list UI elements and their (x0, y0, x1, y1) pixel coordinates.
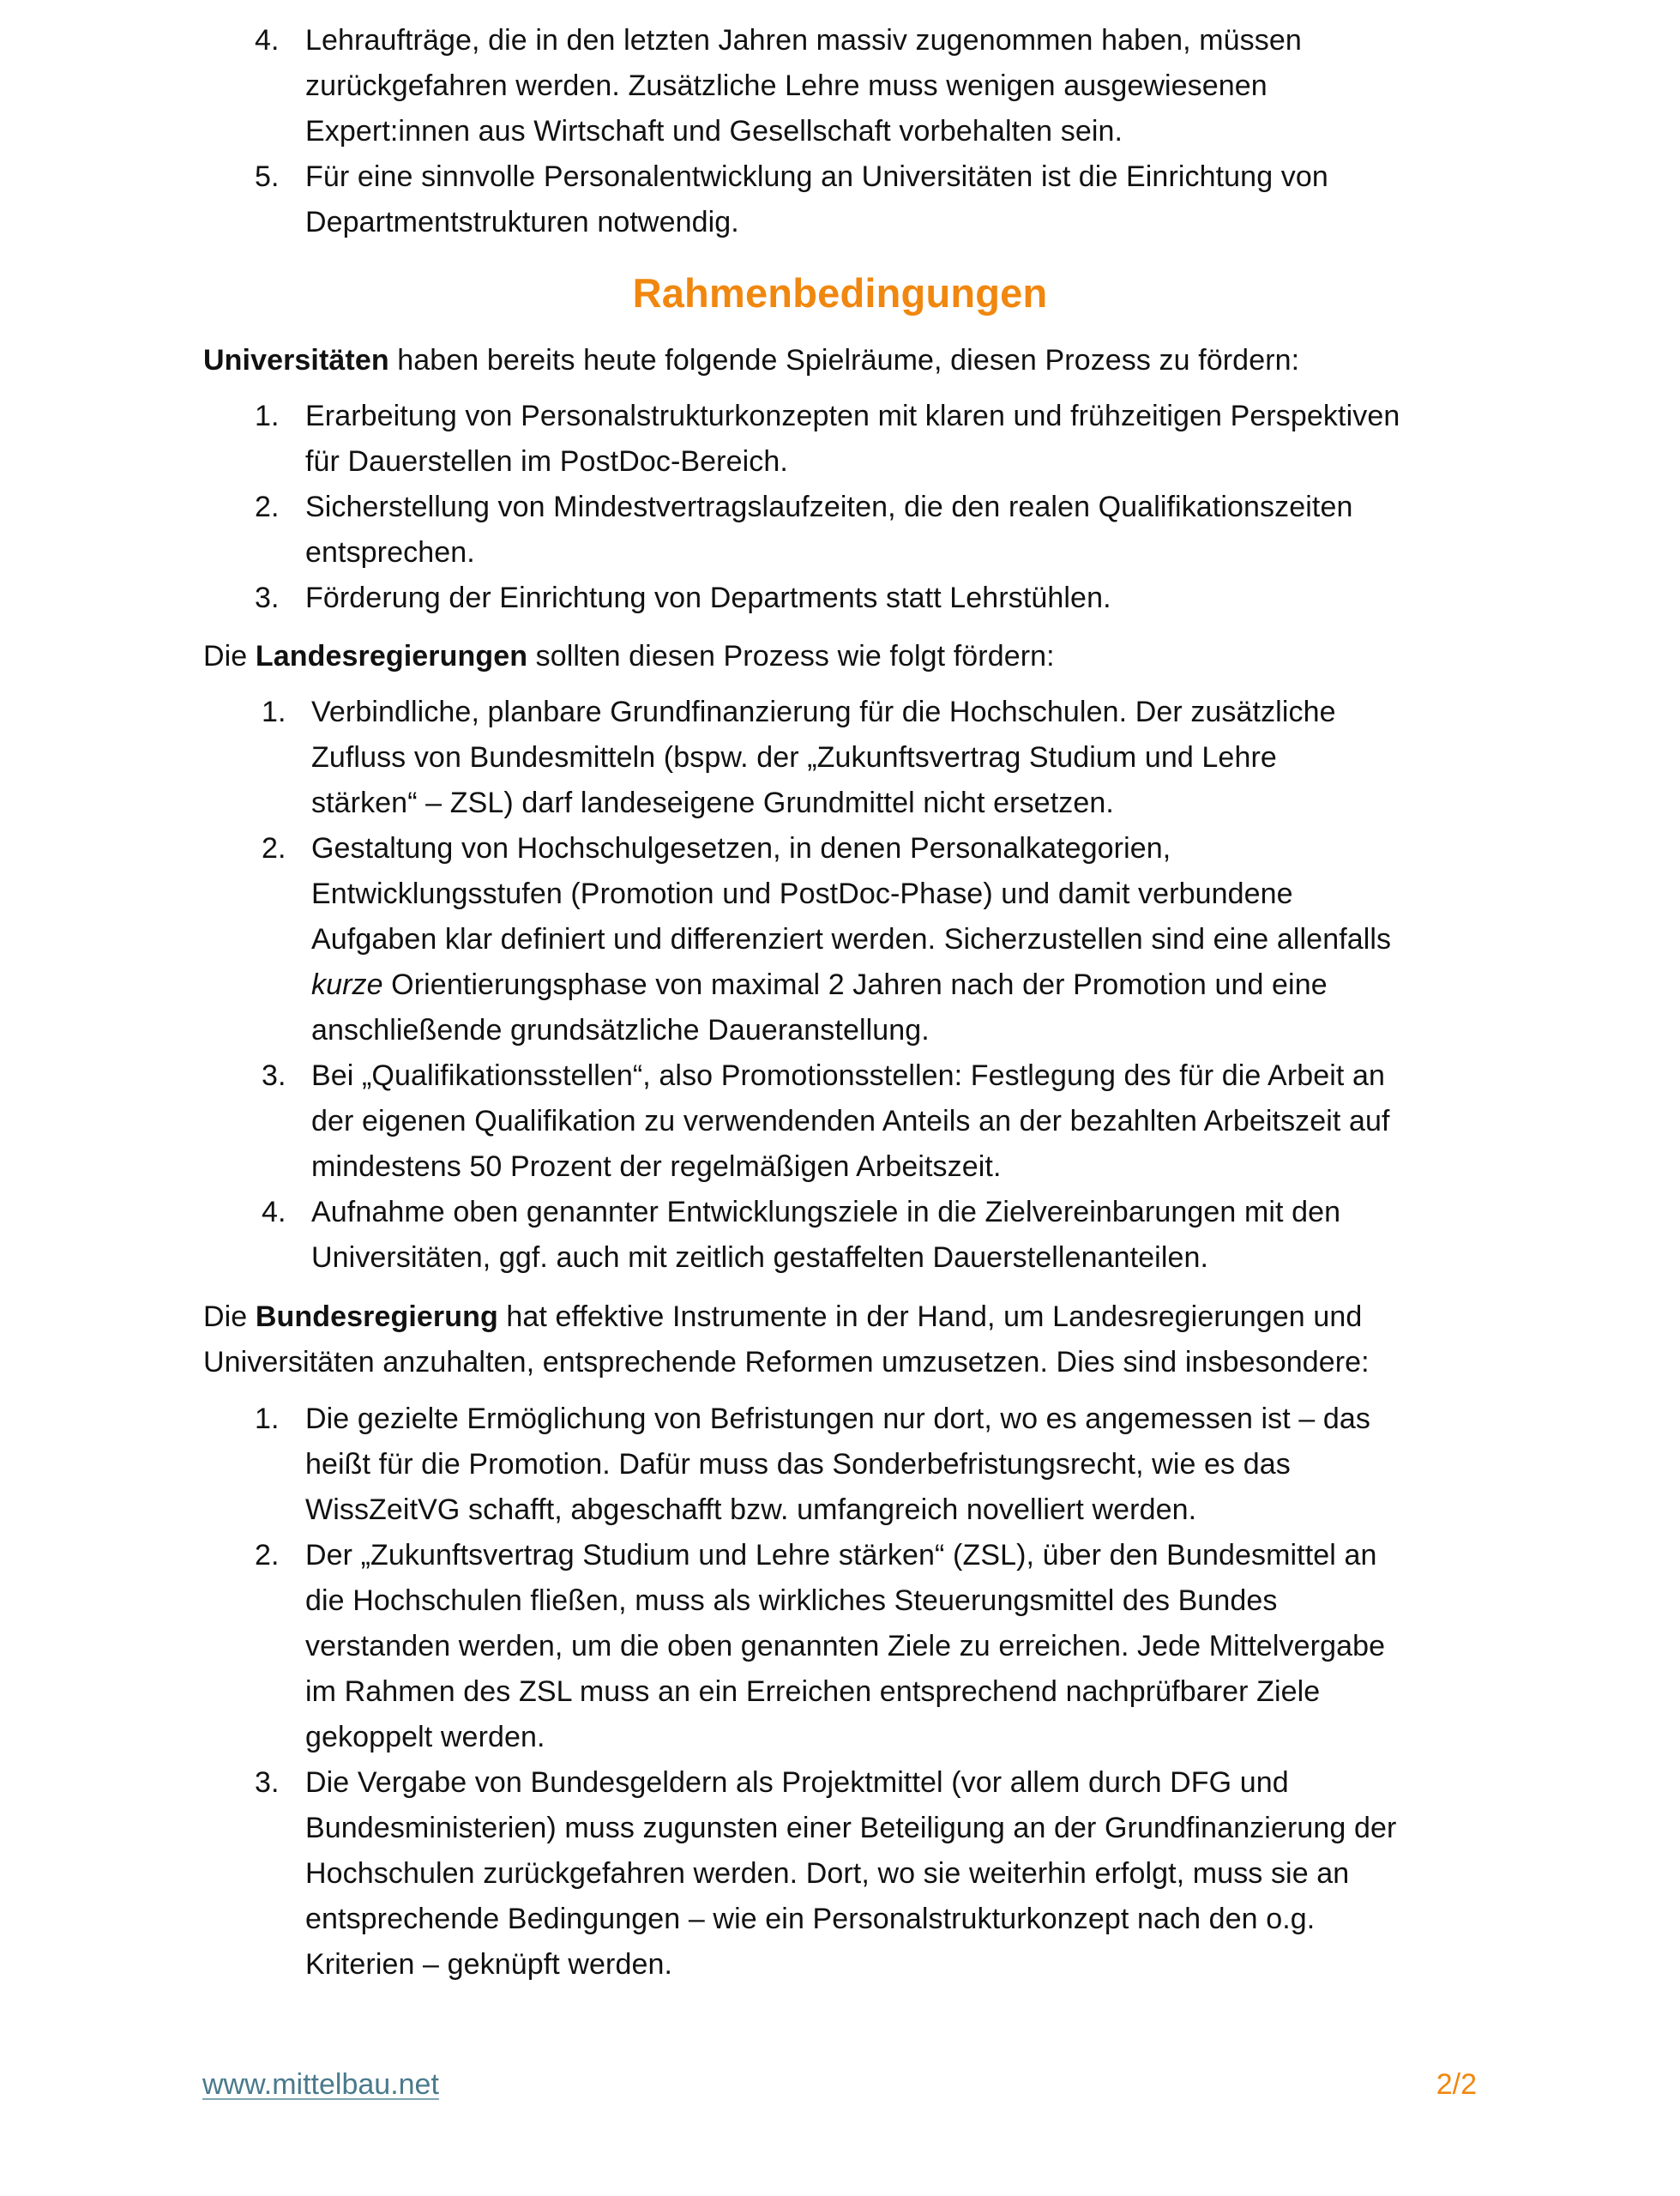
state-governments-bold-term: Landesregierungen (255, 640, 528, 673)
list-item-line: entsprechen. (305, 536, 475, 569)
list-number: 3. (262, 1059, 286, 1092)
list-item-line: anschließende grundsätzliche Daueranstellung. (311, 1014, 930, 1047)
list-item-line: Bundesministerien) muss zugunsten einer Beteiligung an der Grundfinanzierung der (305, 1812, 1397, 1844)
list-item-line: Aufgaben klar definiert und differenziert werden. Sicherzustellen sind eine allenfalls (311, 923, 1392, 956)
state-governments-intro-paragraph (203, 634, 1490, 679)
list-item-line: Expert:innen aus Wirtschaft und Gesellschaft vorbehalten sein. (305, 115, 1123, 148)
list-item (203, 1053, 1490, 1190)
paragraph-text: hat effektive Instrumente in der Hand, um Landesregierungen und (497, 1300, 1363, 1333)
list-item (203, 154, 1490, 245)
list-item-line: Gestaltung von Hochschulgesetzen, in denen Personalkategorien, (311, 832, 1171, 865)
list-item-line: Bei „Qualifikationsstellen“, also Promotionsstellen: Festlegung des für die Arbeit an (311, 1059, 1386, 1092)
list-item-line: Zufluss von Bundesmitteln (bspw. der „Zukunftsvertrag Studium und Lehre (311, 741, 1277, 774)
list-item (203, 1190, 1490, 1281)
federal-government-bold-term: Bundesregierung (255, 1300, 498, 1333)
list-item-line: Die Vergabe von Bundesgeldern als Projektmittel (vor allem durch DFG und (305, 1766, 1289, 1799)
list-number: 3. (255, 1766, 280, 1799)
list-item-line: Entwicklungsstufen (Promotion und PostDoc-Phase) und damit verbundene (311, 878, 1293, 910)
top-numbered-list (203, 18, 1490, 245)
list-item-line: Förderung der Einrichtung von Departments statt Lehrstühlen. (305, 582, 1111, 614)
list-item-line: die Hochschulen fließen, muss als wirkliches Steuerungsmittel des Bundes (305, 1584, 1278, 1617)
list-item-line: verstanden werden, um die oben genannten Ziele zu erreichen. Jede Mittelvergabe (305, 1630, 1386, 1662)
list-item-line: im Rahmen des ZSL muss an ein Erreichen entsprechend nachprüfbarer Ziele (305, 1675, 1321, 1708)
federal-government-list (203, 1397, 1490, 1988)
list-item-line: gekoppelt werden. (305, 1721, 545, 1753)
list-item-line: Kriterien – geknüpft werden. (305, 1948, 673, 1981)
list-item-line (311, 962, 1490, 1008)
paragraph-text: haben bereits heute folgende Spielräume, diesen Prozess zu fördern: (388, 344, 1300, 377)
paragraph-text: sollten diesen Prozess wie folgt fördern: (527, 640, 1055, 673)
paragraph-line (203, 634, 1490, 679)
list-item-line: Departmentstrukturen notwendig. (305, 206, 739, 238)
list-item (203, 826, 1490, 1053)
list-item-line: Erarbeitung von Personalstrukturkonzepten mit klaren und frühzeitigen Perspektiven (305, 400, 1400, 432)
list-item (203, 485, 1490, 576)
list-item (203, 1533, 1490, 1760)
list-item-line: mindestens 50 Prozent der regelmäßigen Arbeitszeit. (311, 1150, 1002, 1183)
list-number: 5. (255, 160, 280, 193)
list-item-line: Der „Zukunftsvertrag Studium und Lehre stärken“ (ZSL), über den Bundesmittel an (305, 1539, 1377, 1572)
section-heading: Rahmenbedingungen (632, 270, 1048, 316)
list-item (203, 576, 1490, 621)
list-item-line: entsprechende Bedingungen – wie ein Personalstrukturkonzept nach den o.g. (305, 1903, 1316, 1935)
universities-bold-term: Universitäten (203, 344, 389, 377)
universities-intro-paragraph (203, 338, 1490, 383)
list-number: 3. (255, 582, 280, 614)
list-item-line: heißt für die Promotion. Dafür muss das Sonderbefristungsrecht, wie es das (305, 1448, 1291, 1481)
list-item-line: zurückgefahren werden. Zusätzliche Lehre muss wenigen ausgewiesenen (305, 69, 1268, 102)
footer-website-link[interactable]: www.mittelbau.net (202, 2068, 439, 2101)
list-item-line: für Dauerstellen im PostDoc-Bereich. (305, 445, 788, 478)
paragraph-text: Die (203, 1300, 256, 1333)
list-item-line: Aufnahme oben genannter Entwicklungsziele in die Zielvereinbarungen mit den (311, 1196, 1341, 1228)
universities-list (203, 394, 1490, 621)
list-number: 2. (255, 1539, 280, 1572)
paragraph-line (203, 1294, 1490, 1340)
paragraph-line: Universitäten anzuhalten, entsprechende Reformen umzusetzen. Dies sind insbesondere: (203, 1346, 1370, 1379)
list-item (203, 1760, 1490, 1988)
list-item-line: Sicherstellung von Mindestvertragslaufzeiten, die den realen Qualifikationszeiten (305, 491, 1353, 523)
federal-government-intro-paragraph (203, 1294, 1490, 1385)
list-item (203, 690, 1490, 826)
list-number: 2. (262, 832, 286, 865)
list-item-line: stärken“ – ZSL) darf landeseigene Grundmittel nicht ersetzen. (311, 787, 1114, 819)
list-item-line: Die gezielte Ermöglichung von Befristungen nur dort, wo es angemessen ist – das (305, 1403, 1371, 1435)
page-indicator: 2/2 (1436, 2068, 1477, 2101)
list-item (203, 1397, 1490, 1533)
list-item (203, 18, 1490, 154)
list-item-text: Orientierungsphase von maximal 2 Jahren nach der Promotion und eine (382, 968, 1328, 1001)
state-governments-list (203, 690, 1490, 1281)
list-number: 1. (255, 1403, 280, 1435)
list-number: 1. (262, 696, 286, 728)
list-item-line: WissZeitVG schafft, abgeschafft bzw. umfangreich novelliert werden. (305, 1493, 1197, 1526)
list-number: 1. (255, 400, 280, 432)
paragraph-line (203, 338, 1490, 383)
paragraph-text: Die (203, 640, 256, 673)
list-number: 2. (255, 491, 280, 523)
list-item-line: Lehraufträge, die in den letzten Jahren massiv zugenommen haben, müssen (305, 24, 1302, 57)
italic-emphasis: kurze (311, 968, 383, 1001)
list-item-line: Hochschulen zurückgefahren werden. Dort, wo sie weiterhin erfolgt, muss sie an (305, 1857, 1350, 1890)
list-item-line: Für eine sinnvolle Personalentwicklung an Universitäten ist die Einrichtung von (305, 160, 1328, 193)
list-item-line: Verbindliche, planbare Grundfinanzierung für die Hochschulen. Der zusätzliche (311, 696, 1336, 728)
list-number: 4. (262, 1196, 286, 1228)
list-item-line: Universitäten, ggf. auch mit zeitlich gestaffelten Dauerstellenanteilen. (311, 1241, 1209, 1274)
list-number: 4. (255, 24, 280, 57)
list-item-line: der eigenen Qualifikation zu verwendenden Anteils an der bezahlten Arbeitszeit auf (311, 1105, 1390, 1137)
list-item (203, 394, 1490, 485)
